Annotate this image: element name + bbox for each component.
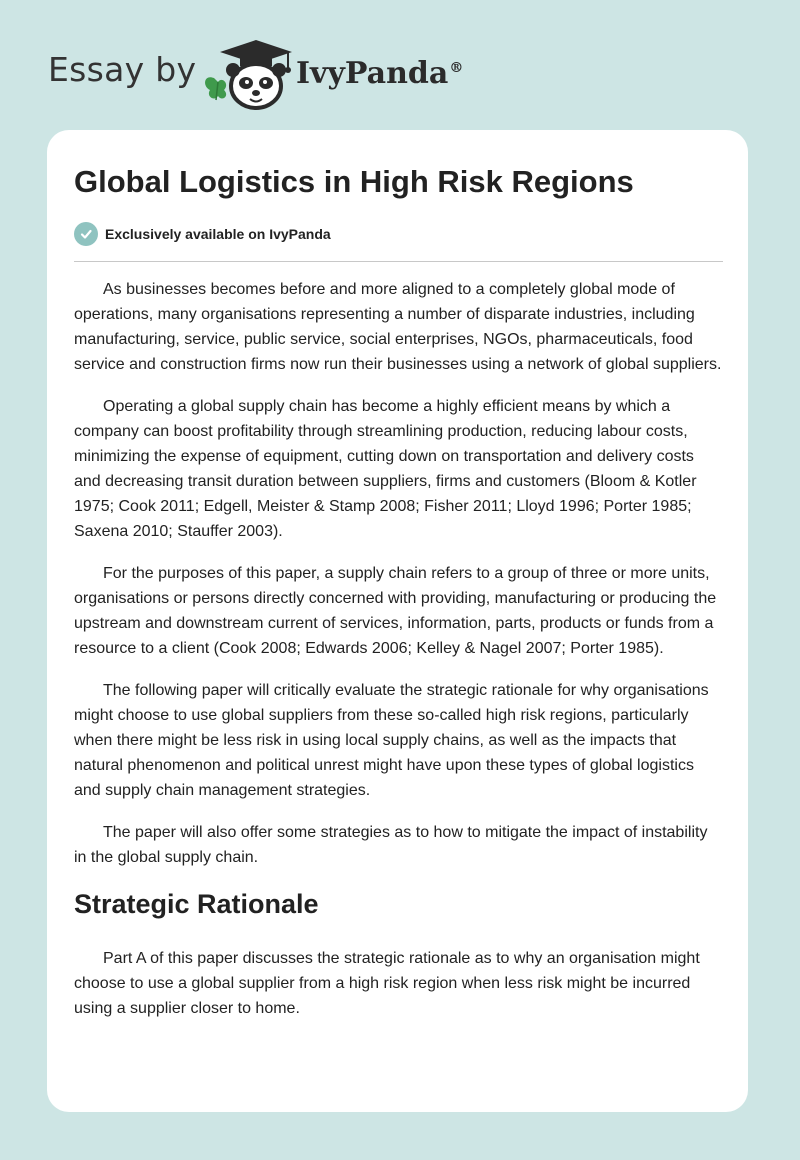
- brand-name[interactable]: [296, 56, 463, 91]
- essay-body: [74, 277, 723, 1038]
- panda-logo-icon[interactable]: [200, 34, 296, 110]
- paragraph: Operating a global supply chain has become a highly efficient means by which a company can boost profitability through streamlining production, reducing labour costs, minimizing the expense of equipment, cutting down on transportation and delivery costs and decreasing transit duration between suppliers, firms and customers (Bloom & Kotler 1975; Cook 2011; Edgell, Meister & Stamp 2008; Fisher 2011; Lloyd 1996; Porter 1985; Saxena 2010; Stauffer 2003).: [74, 398, 697, 540]
- paragraph: As businesses becomes before and more aligned to a completely global mode of operations, many organisations representing a number of disparate industries, including manufacturing, service, public service, social enterprises, NGOs, pharmaceuticals, food service and construction firms now run their businesses using a network of global suppliers.: [74, 281, 722, 373]
- registered-mark: ®: [449, 60, 464, 76]
- exclusive-badge: [74, 222, 331, 246]
- essay-card: [47, 130, 748, 1112]
- divider: [74, 261, 723, 262]
- paragraph: Part A of this paper discusses the strategic rationale as to why an organisation might choose to use a global supplier from a high risk region when less risk might be incurred using a supplier closer to home.: [74, 950, 700, 1017]
- essay-by-label: Essay by: [48, 50, 197, 89]
- paragraph: For the purposes of this paper, a supply chain refers to a group of three or more units, organisations or persons directly concerned with providing, manufacturing or producing the upstream and downstream current of services, information, parts, products or funds from a resource to a client (Cook 2008; Edwards 2006; Kelley & Nagel 2007; Porter 1985).: [74, 565, 717, 657]
- exclusive-badge-label: Exclusively available on IvyPanda: [105, 226, 331, 242]
- paragraph: The following paper will critically evaluate the strategic rationale for why organisations might choose to use global suppliers from these so-called high risk regions, particularly when there might be less risk in using local supply chains, as well as the impacts that natural phenomenon and political unrest might have upon these types of global logistics and supply chain management strategies.: [74, 682, 709, 799]
- brand-name-text: IvyPanda: [296, 56, 449, 91]
- page-title: Global Logistics in High Risk Regions: [74, 164, 634, 199]
- check-icon: [74, 222, 98, 246]
- site-header: [0, 0, 800, 130]
- paragraph: The paper will also offer some strategies as to how to mitigate the impact of instability in the global supply chain.: [74, 824, 708, 866]
- section-heading: Strategic Rationale: [74, 889, 319, 919]
